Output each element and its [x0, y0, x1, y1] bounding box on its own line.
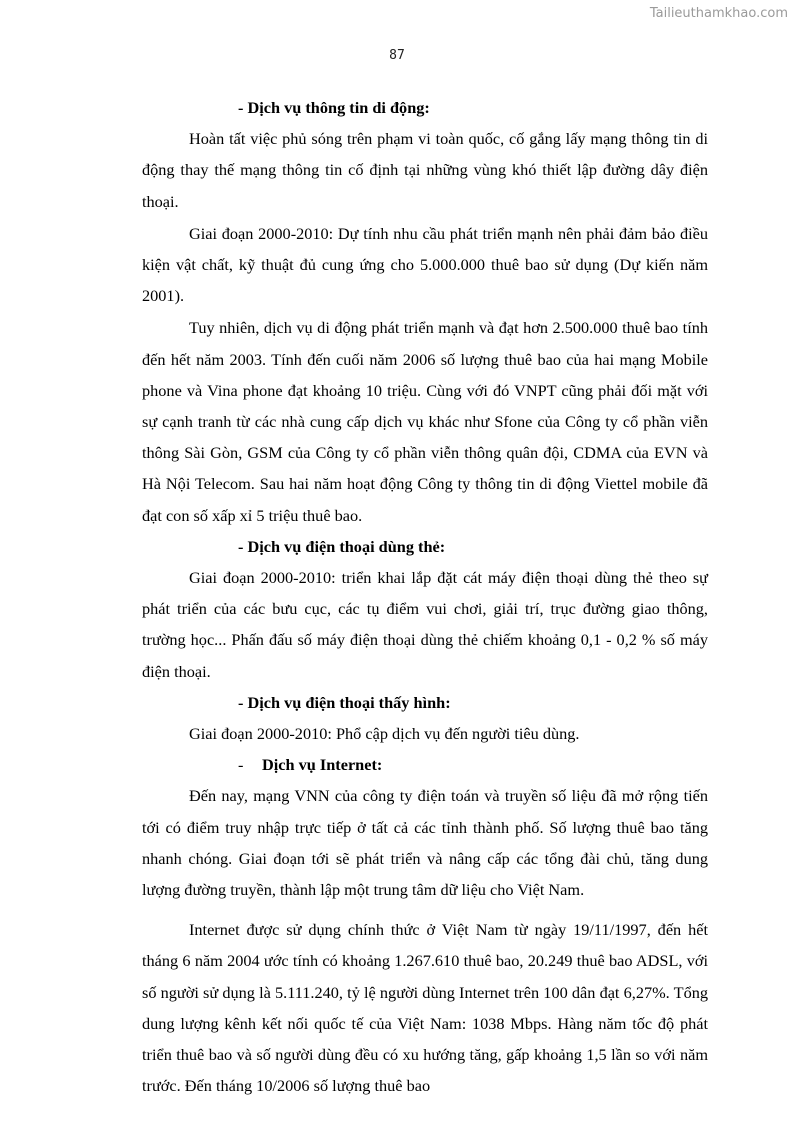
watermark: Tailieuthamkhao.com	[649, 6, 788, 21]
section-heading-video-phone: - Dịch vụ điện thoại thấy hình:	[238, 692, 451, 712]
paragraph: Đến nay, mạng VNN của công ty điện toán và truyền số liệu đã mở rộng tiến tới có điểm truy nhập trực tiếp ở tất cả các tỉnh thành phố. Số lượng thuê bao tăng nhanh chóng. Giai đoạn tới sẽ phát triển và nâng cấp các tổng đài chủ, tăng dung lượng đường truyền, thành lập một trung tâm dữ liệu cho Việt Nam.	[142, 786, 708, 900]
page-number: 87	[389, 48, 405, 63]
paragraph: Giai đoạn 2000-2010: Dự tính nhu cầu phát triển mạnh nên phải đảm bảo điều kiện vật chất, kỹ thuật đủ cung ứng cho 5.000.000 thuê bao sử dụng (Dự kiến năm 2001).	[142, 223, 708, 306]
paragraph: Giai đoạn 2000-2010: Phổ cập dịch vụ đến người tiêu dùng.	[189, 724, 580, 744]
paragraph: Giai đoạn 2000-2010: triển khai lắp đặt cát máy điện thoại dùng thẻ theo sự phát triển của các bưu cục, các tụ điểm vui chơi, giải trí, trục đường giao thông, trường học... Phấn đấu số máy điện thoại dùng thẻ chiếm khoảng 0,1 - 0,2 % số máy điện thoại.	[142, 568, 708, 681]
paragraph: Internet được sử dụng chính thức ở Việt Nam từ ngày 19/11/1997, đến hết tháng 6 năm 2004 ước tính có khoảng 1.267.610 thuê bao, 20.249 thuê bao ADSL, với số người sử dụng là 5.111.240, tỷ lệ người dùng Internet trên 100 dân đạt 6,27%. Tổng dung lượng kênh kết nối quốc tế của Việt Nam: 1038 Mbps. Hàng năm tốc độ phát triển thuê bao và số người dùng đều có xu hướng tăng, gấp khoảng 1,5 lần so với năm trước. Đến tháng 10/2006 số lượng thuê bao	[142, 920, 708, 1096]
paragraph: Hoàn tất việc phủ sóng trên phạm vi toàn quốc, cố gắng lấy mạng thông tin di động thay thế mạng thông tin cố định tại những vùng khó thiết lập đường dây điện thoại.	[142, 129, 708, 211]
paragraph: Tuy nhiên, dịch vụ di động phát triển mạnh và đạt hơn 2.500.000 thuê bao tính đến hết năm 2003. Tính đến cuối năm 2006 số lượng thuê bao của hai mạng Mobile phone và Vina phone đạt khoảng 10 triệu. Cùng với đó VNPT cũng phải đối mặt với sự cạnh tranh từ các nhà cung cấp dịch vụ khác như Sfone của Công ty cổ phần viễn thông Sài Gòn, GSM của Công ty cổ phần viễn thông quân đội, CDMA của EVN và Hà Nội Telecom. Sau hai năm hoạt động Công ty thông tin di động Viettel mobile đã đạt con số xấp xỉ 5 triệu thuê bao.	[142, 318, 708, 525]
heading-dash: -	[238, 755, 244, 775]
section-heading-card-phone: - Dịch vụ điện thoại dùng thẻ:	[238, 536, 446, 556]
section-heading-mobile: - Dịch vụ thông tin di động:	[238, 98, 430, 117]
document-body	[142, 92, 708, 1102]
section-heading-internet	[142, 749, 708, 780]
heading-text: Dịch vụ Internet:	[262, 755, 383, 775]
